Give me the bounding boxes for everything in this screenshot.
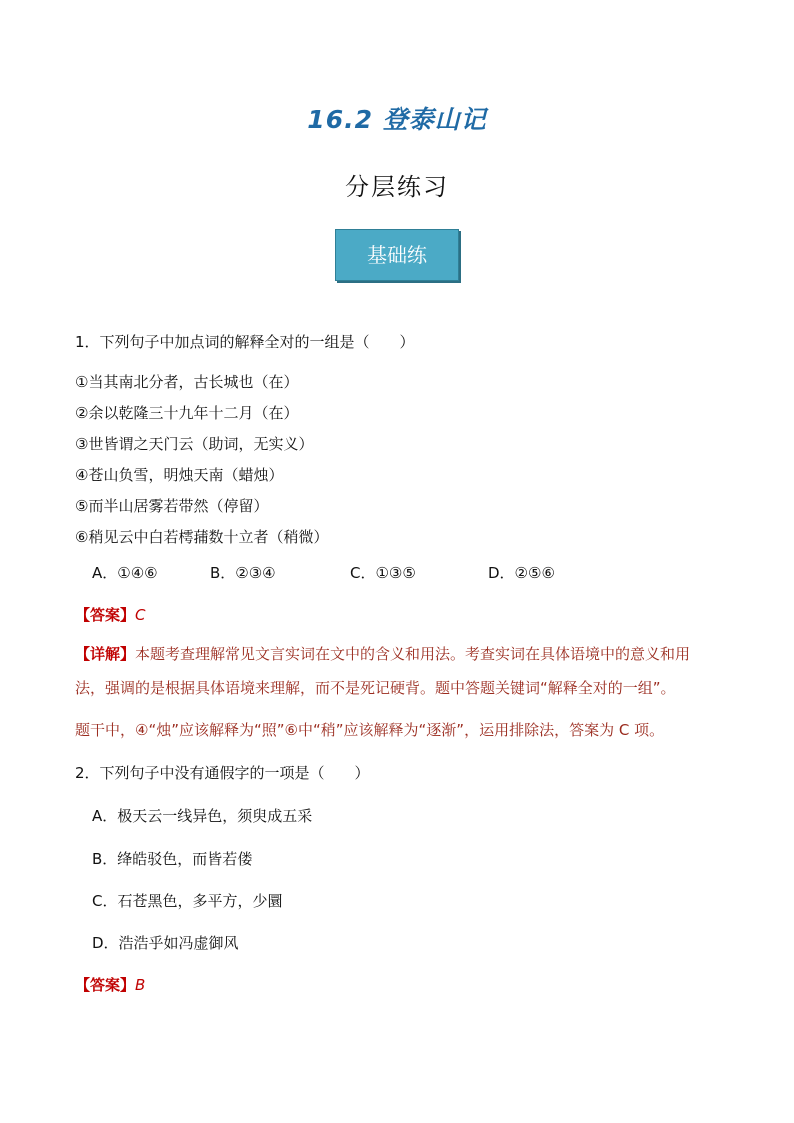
question-1-item: ④苍山负雪，明烛天南（蜡烛） — [75, 466, 284, 484]
section-badge: 基础练 — [335, 229, 459, 281]
question-1-option-d: D．②⑤⑥ — [488, 564, 555, 582]
question-2-option-c: C．石苍黑色，多平方，少圜 — [92, 892, 283, 910]
question-1-option-c: C．①③⑤ — [350, 564, 416, 582]
question-1-item: ⑥稍见云中白若樗蒱数十立者（稍微） — [75, 528, 329, 546]
question-2-option-d: D．浩浩乎如冯虚御风 — [92, 934, 239, 952]
question-2-option-b: B．绛皓驳色，而皆若偻 — [92, 850, 253, 868]
question-1-option-a: A．①④⑥ — [92, 564, 158, 582]
explain-text: 本题考查理解常见文言实词在文中的含义和用法。考查实词在具体语境中的意义和用 — [135, 645, 691, 663]
answer-value: C — [135, 606, 146, 624]
question-1-explanation-line: 题干中，④“烛”应该解释为“照”⑥中“稍”应该解释为“逐渐”，运用排除法，答案为 C 项。 — [75, 721, 665, 739]
answer-tag: 【答案】 — [75, 976, 136, 994]
page-title: 16.2 登泰山记 — [307, 105, 487, 134]
question-1-option-b: B．②③④ — [210, 564, 276, 582]
question-1-item: ②余以乾隆三十九年十二月（在） — [75, 404, 299, 422]
page-subtitle: 分层练习 — [345, 173, 449, 201]
question-1-item: ⑤而半山居雾若带然（停留） — [75, 497, 269, 515]
question-1-explanation-line — [75, 637, 690, 671]
question-2-answer — [75, 974, 145, 995]
question-1-stem: 1．下列句子中加点词的解释全对的一组是（ ） — [75, 333, 415, 351]
explain-tag: 【详解】 — [75, 645, 136, 663]
question-2-option-a: A．极天云一线异色，须臾成五采 — [92, 807, 313, 825]
question-2-stem: 2．下列句子中没有通假字的一项是（ ） — [75, 764, 370, 782]
answer-tag: 【答案】 — [75, 606, 136, 624]
question-1-answer — [75, 604, 146, 625]
question-1-item: ①当其南北分者，古长城也（在） — [75, 373, 299, 391]
question-1-explanation-line: 法，强调的是根据具体语境来理解，而不是死记硬背。题中答题关键词“解释全对的一组”。 — [75, 679, 676, 697]
question-1-item: ③世皆谓之天门云（助词，无实义） — [75, 435, 314, 453]
answer-value: B — [135, 976, 146, 994]
